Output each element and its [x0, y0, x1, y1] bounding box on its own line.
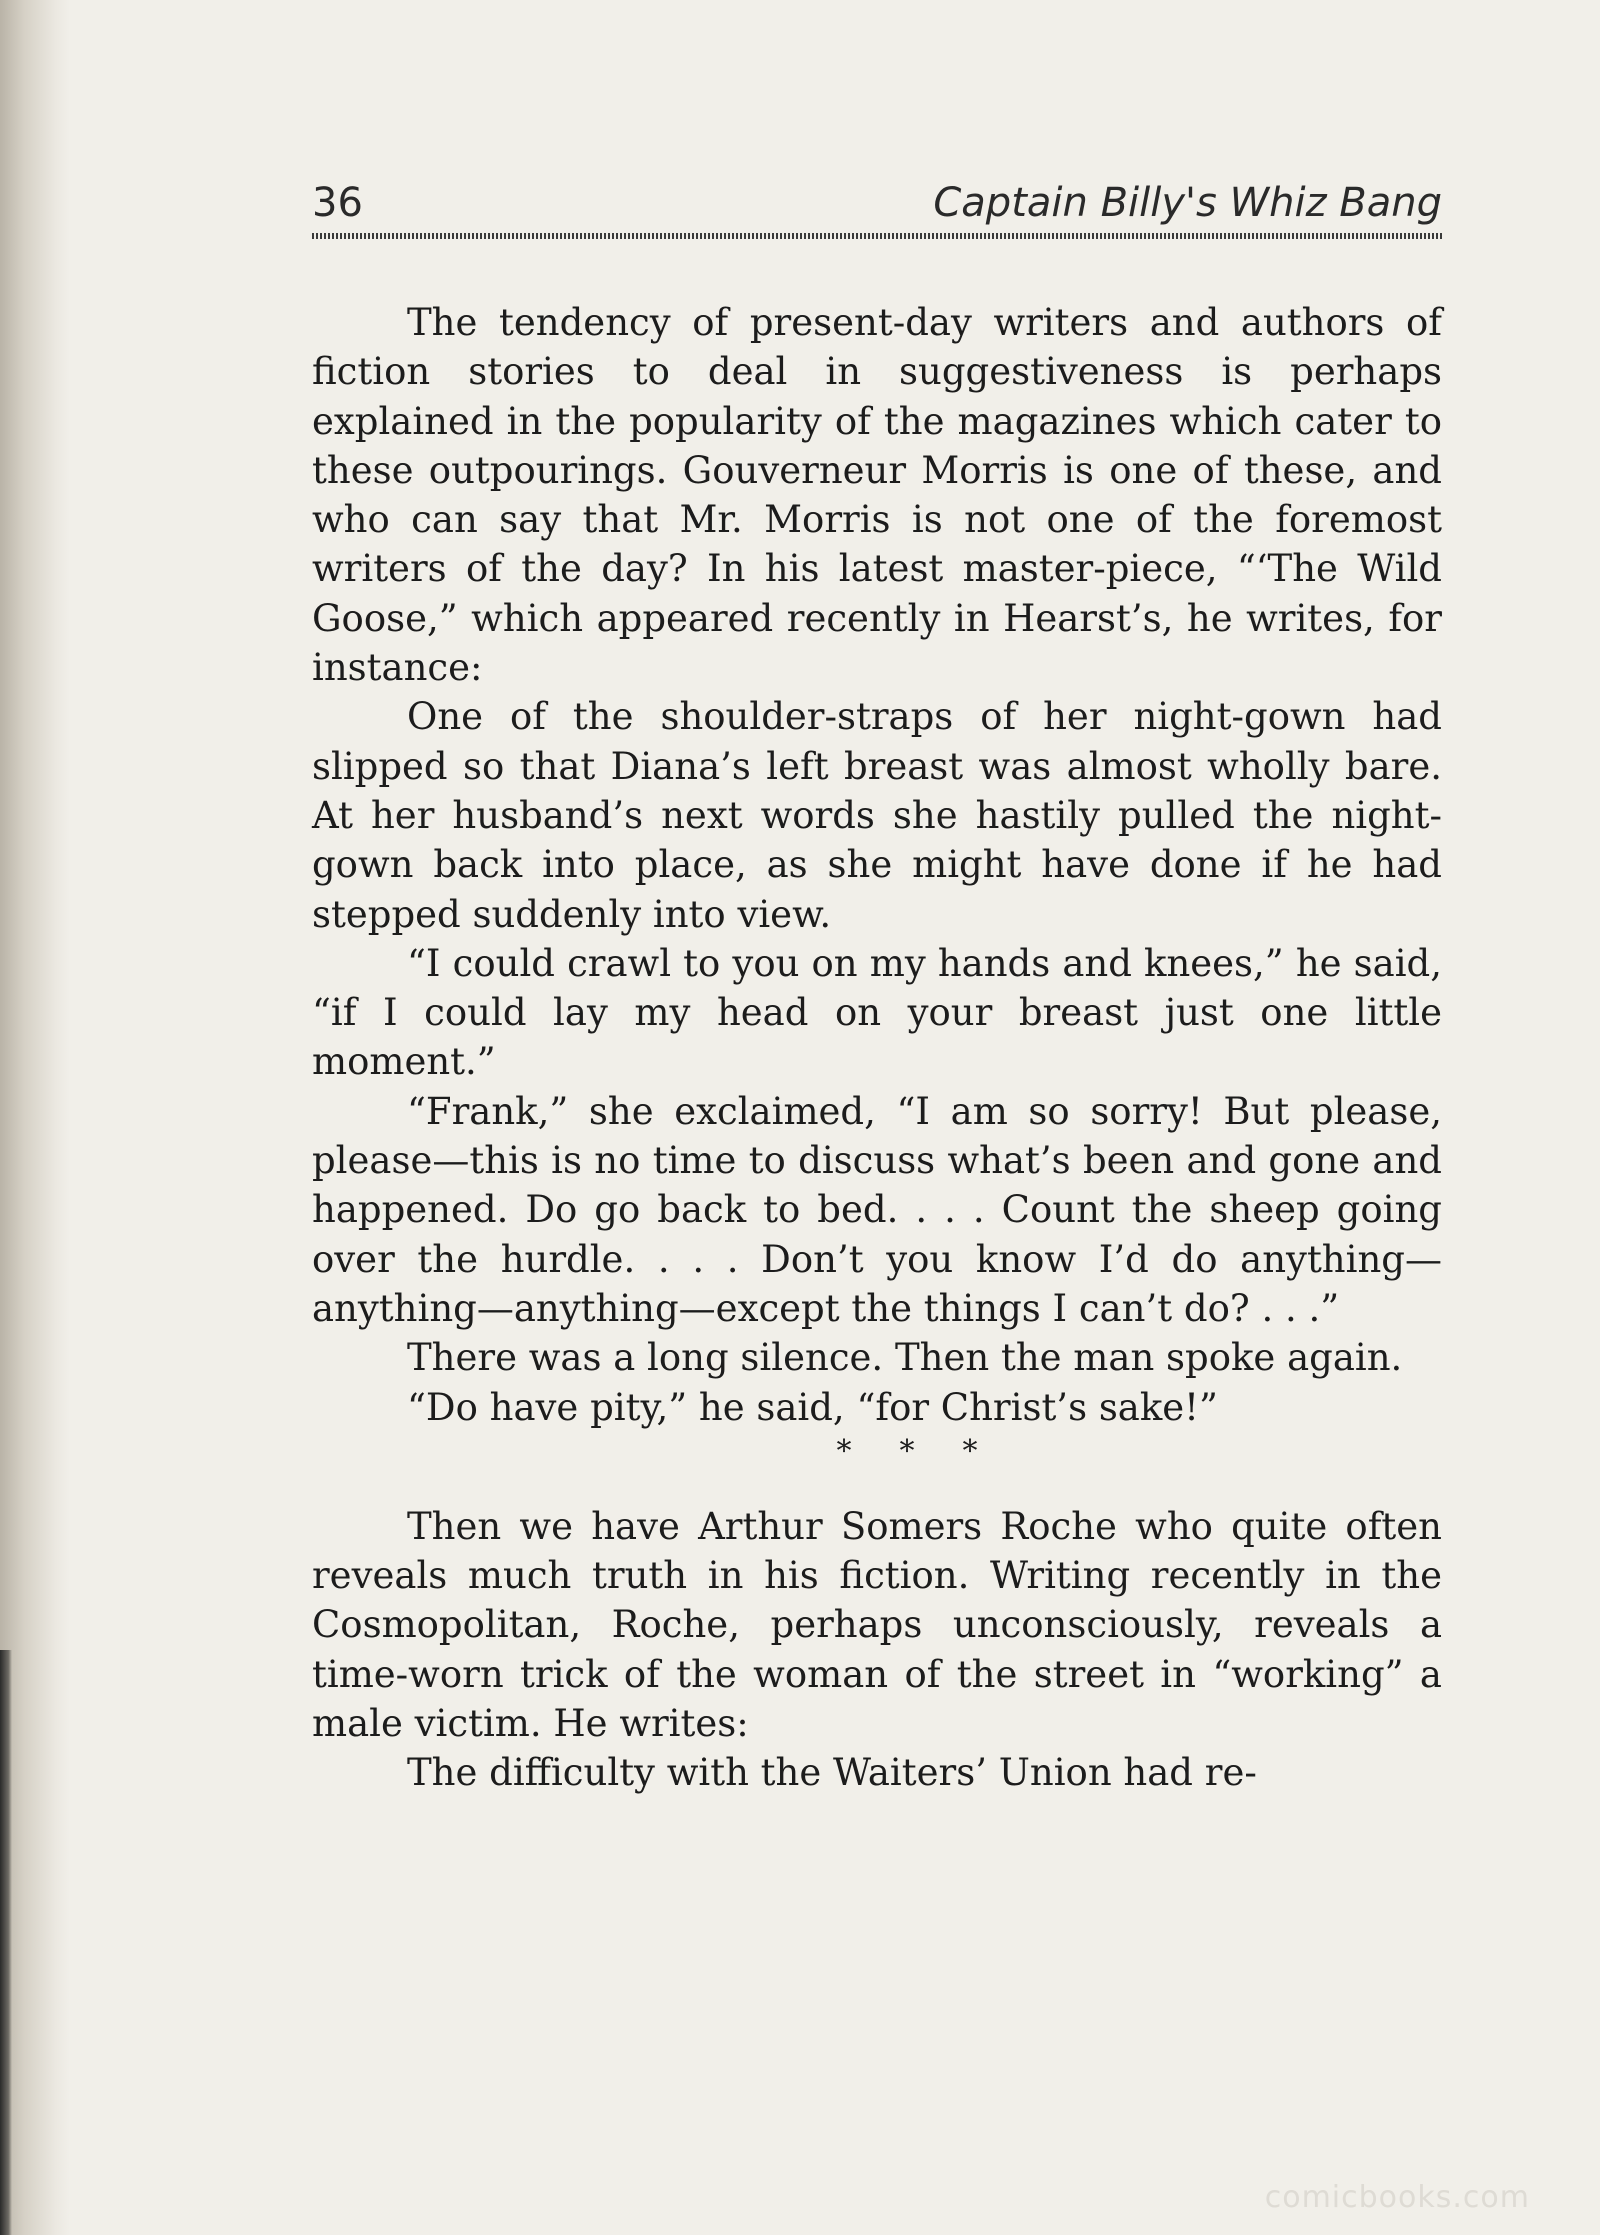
- spacer: [312, 1472, 1442, 1502]
- separator-star: *: [836, 1433, 852, 1469]
- separator-star: *: [899, 1433, 915, 1469]
- section-separator: [312, 1432, 1442, 1472]
- paragraph: “I could crawl to you on my hands and knees,” he said, “if I could lay my head on your breast just one little moment.”: [312, 941, 1442, 1084]
- paragraph: The difficulty with the Waiters’ Union had re-: [407, 1751, 1257, 1795]
- paragraph: “Do have pity,” he said, “for Christ’s sake!”: [407, 1385, 1218, 1429]
- paragraph: “Frank,” she exclaimed, “I am so sorry! But please, please—this is no time to discuss what’s been and gone and happened. Do go back to bed. . . . Count the sheep going over the hurdle. . . . Don’t you know I’d do anything—anything—anything—except the things I can’t do? . . .”: [312, 1089, 1442, 1330]
- paragraph: One of the shoulder-straps of her night-gown had slipped so that Diana’s left breast was almost wholly bare. At her husband’s next words she hastily pulled the night-gown back into place, as she might have done if he had stepped suddenly into view.: [312, 695, 1442, 936]
- watermark: comicbooks.com: [1264, 2180, 1530, 2215]
- body-text: [312, 298, 1442, 1798]
- paragraph: There was a long silence. Then the man spoke again.: [407, 1336, 1403, 1380]
- binding-edge: [0, 1650, 12, 2235]
- paragraph: Then we have Arthur Somers Roche who quite often reveals much truth in his fiction. Writing recently in the Cosmopolitan, Roche, perhaps unconsciously, reveals a time-worn trick of the woman of the street in “working” a male victim. He writes:: [312, 1504, 1442, 1746]
- header-rule: [312, 233, 1442, 239]
- running-title: Captain Billy's Whiz Bang: [933, 180, 1442, 226]
- page-number: 36: [312, 180, 363, 226]
- paragraph: The tendency of present-day writers and authors of fiction stories to deal in suggestiveness is perhaps explained in the popularity of the magazines which cater to these outpourings. Gouverneur Morris is one of these, and who can say that Mr. Morris is not one of the foremost writers of the day? In his latest master-piece, “‘The Wild Goose,” which appeared recently in Hearst’s, he writes, for instance:: [312, 301, 1442, 690]
- page-header: [312, 175, 1442, 235]
- separator-star: *: [962, 1433, 978, 1469]
